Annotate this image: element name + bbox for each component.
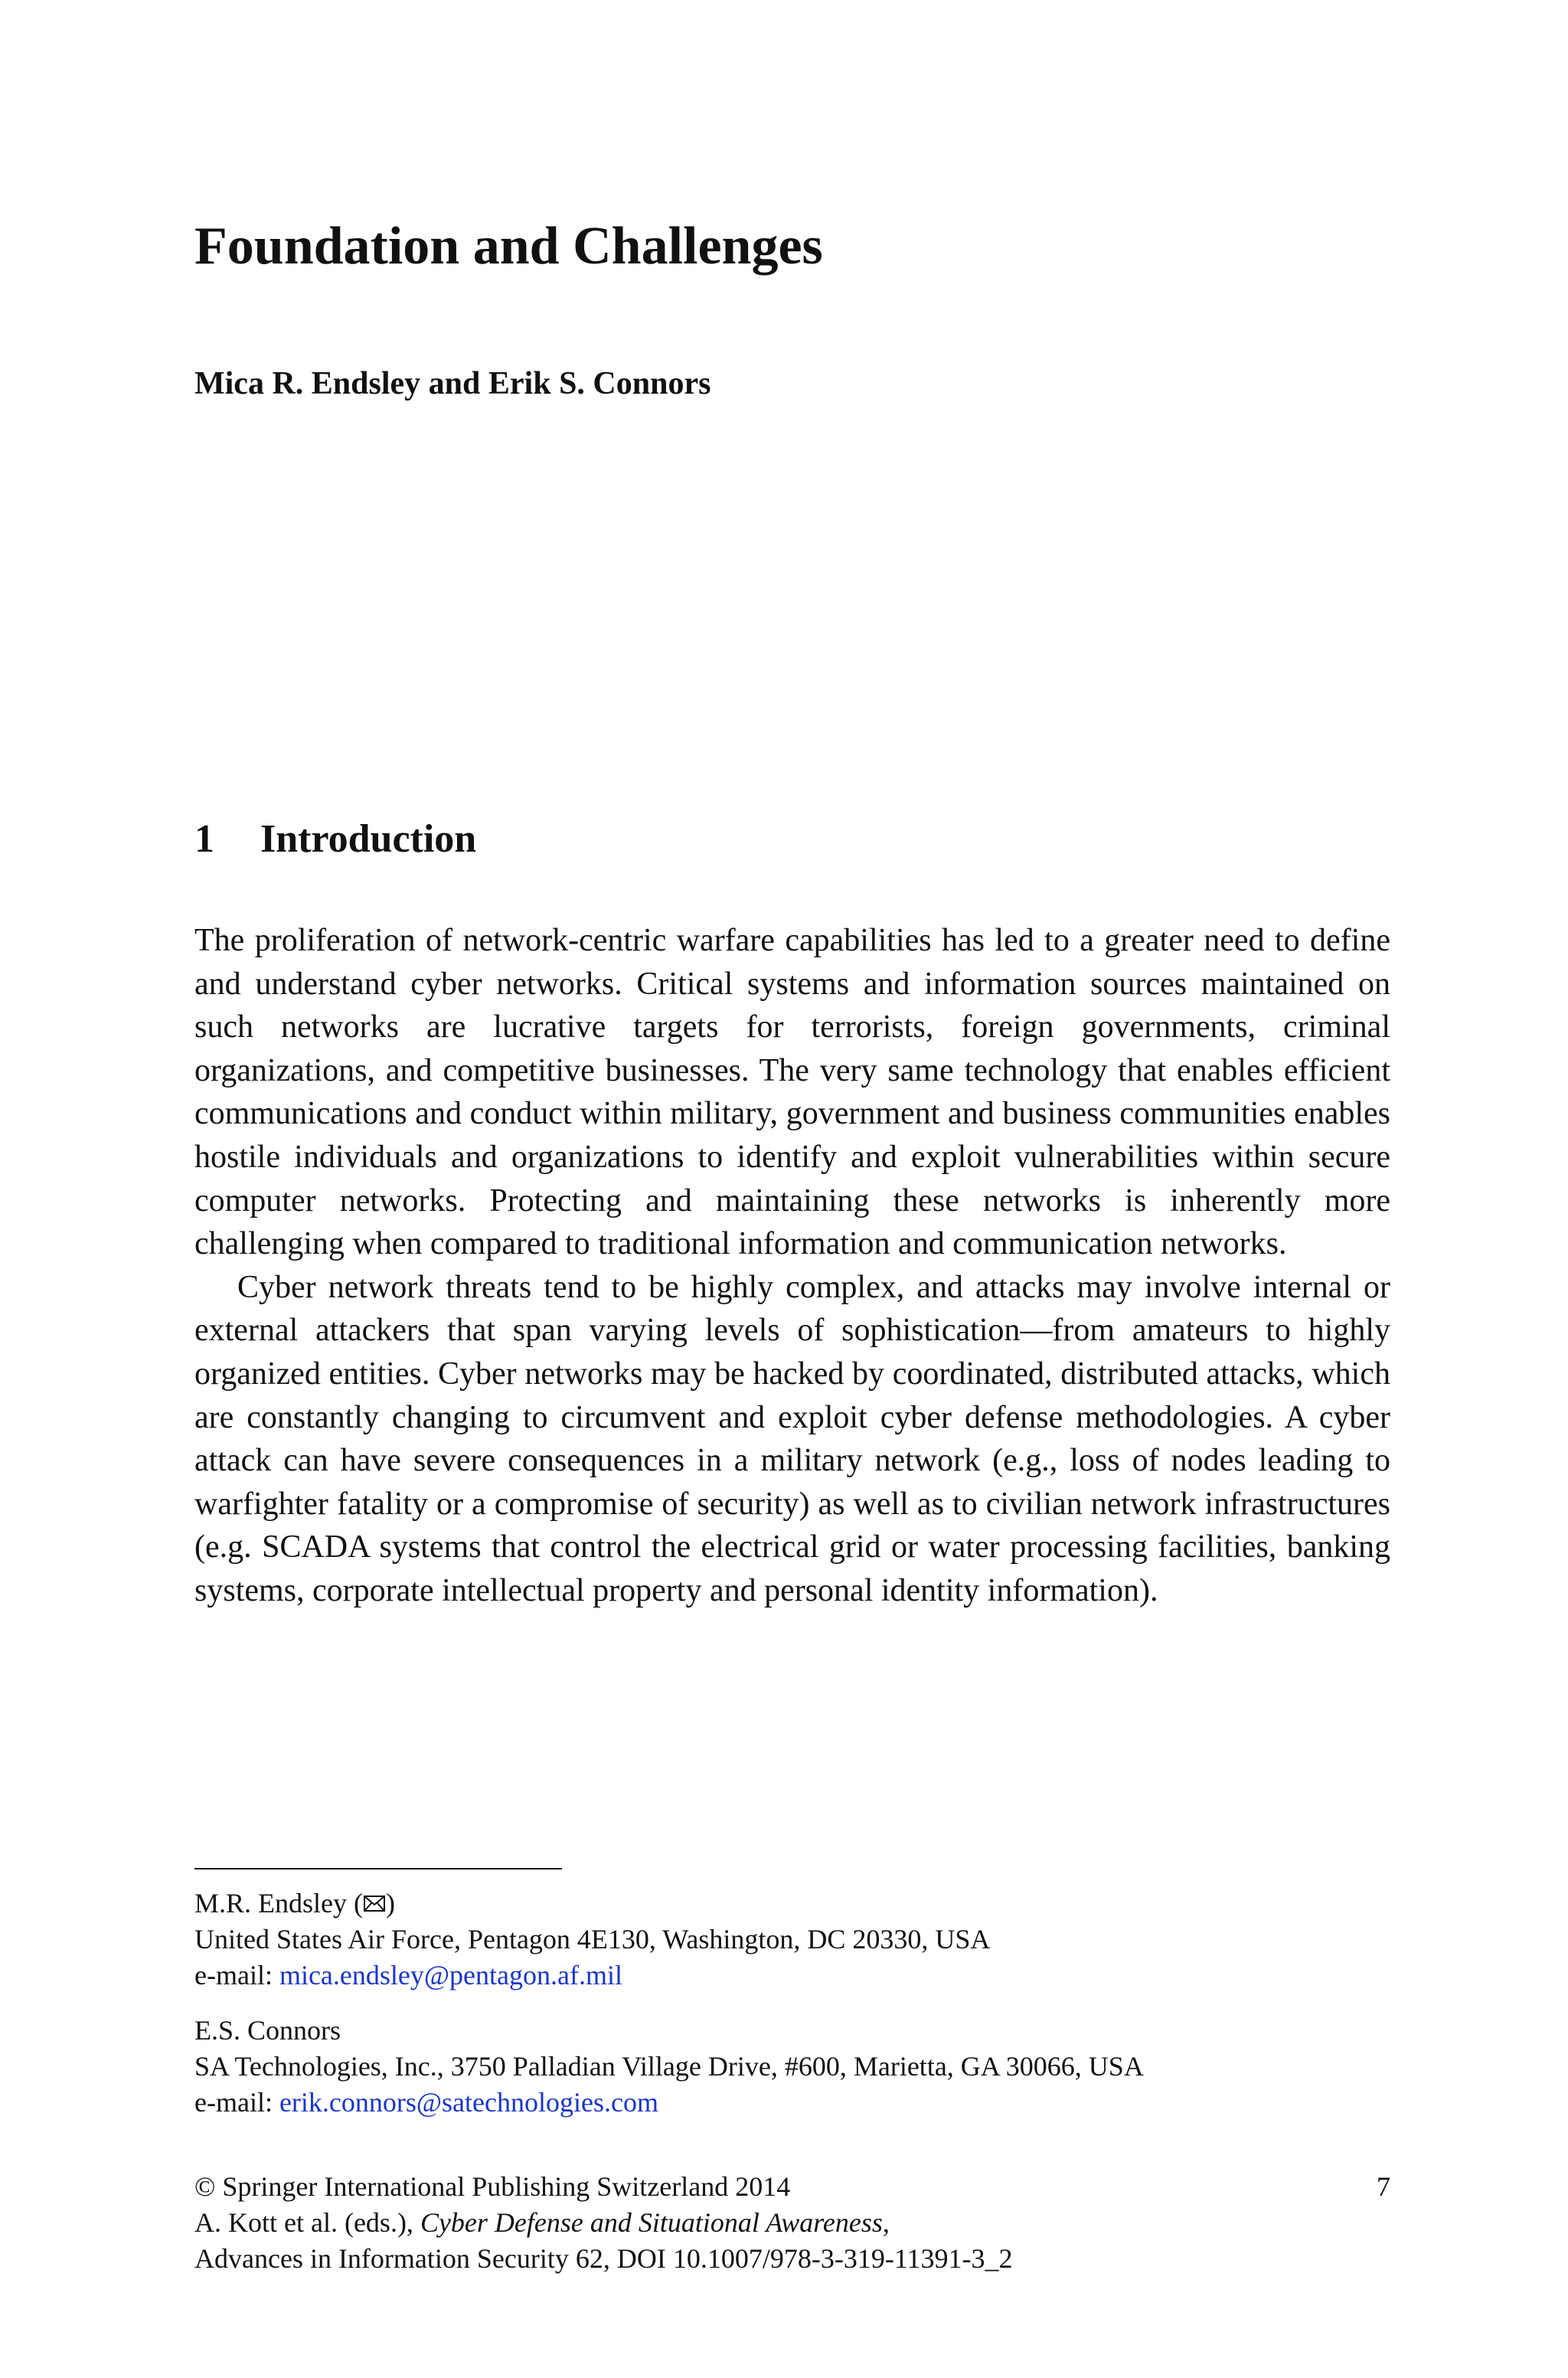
- envelope-icon: [363, 1892, 386, 1915]
- author2-email-label: e-mail:: [194, 2087, 279, 2118]
- author1-footnote: [194, 1886, 1419, 1994]
- citation-line: [194, 2205, 1390, 2241]
- author1-name-line: [194, 1886, 1419, 1922]
- section-heading: [194, 815, 476, 864]
- author1-email-link[interactable]: mica.endsley@pentagon.af.mil: [279, 1960, 622, 1990]
- author1-name-close: ): [386, 1888, 395, 1918]
- author1-affiliation: United States Air Force, Pentagon 4E130, Washington, DC 20330, USA: [194, 1924, 991, 1954]
- author2-affiliation: SA Technologies, Inc., 3750 Palladian Village Drive, #600, Marietta, GA 30066, USA: [194, 2051, 1144, 2082]
- author2-name: E.S. Connors: [194, 2015, 341, 2046]
- author1-name: M.R. Endsley (: [194, 1888, 363, 1918]
- publication-info: [194, 2169, 1390, 2277]
- book-title-suffix: ,: [882, 2207, 890, 2238]
- section-title: Introduction: [260, 817, 477, 861]
- book-title: Cyber Defense and Situational Awareness: [420, 2207, 883, 2238]
- copyright-line: © Springer International Publishing Switzerland 2014: [194, 2171, 791, 2202]
- editors: A. Kott et al. (eds.),: [194, 2207, 420, 2238]
- author2-email-line: [194, 2085, 1419, 2121]
- paragraph-1: The proliferation of network-centric warfare capabilities has led to a greater need to define and understand cyber networks. Critical systems and information sources maintained on such networks are lucrative targets for terrorists, foreign governments, criminal organizations, and competitive businesses. The very same technology that enables efficient communications and conduct within military, government and business communities enables hostile individuals and organizations to identify and exploit vulnerabilities within secure computer networks. Protecting and maintaining these networks is inherently more challenging when compared to traditional information and communication networks.: [194, 923, 1390, 1262]
- chapter-title: Foundation and Challenges: [194, 217, 823, 276]
- page-number: 7: [1377, 2171, 1390, 2202]
- chapter-authors: Mica R. Endsley and Erik S. Connors: [194, 366, 711, 401]
- author2-email-link[interactable]: erik.connors@satechnologies.com: [279, 2087, 658, 2118]
- author1-email-line: [194, 1958, 1419, 1994]
- paragraph-2: Cyber network threats tend to be highly complex, and attacks may involve internal or external attackers that span varying levels of sophistication—from amateurs to highly organized entities. Cyber networks may be hacked by coordinated, distributed attacks, which are constantly changing to circumvent and exploit cyber defense methodologies. A cyber attack can have severe consequences in a military network (e.g., loss of nodes leading to warfighter fatality or a compromise of security) as well as to civilian network infrastructures (e.g. SCADA systems that control the electrical grid or water processing facilities, banking systems, corporate intellectual property and personal identity information).: [194, 1269, 1390, 1608]
- author1-email-label: e-mail:: [194, 1960, 279, 1990]
- section-number: 1: [194, 817, 214, 861]
- body-text: [194, 919, 1390, 1613]
- footnote-divider: [194, 1868, 562, 1869]
- series-line: Advances in Information Security 62, DOI 10.1007/978-3-319-11391-3_2: [194, 2243, 1013, 2274]
- author2-footnote: [194, 2013, 1419, 2121]
